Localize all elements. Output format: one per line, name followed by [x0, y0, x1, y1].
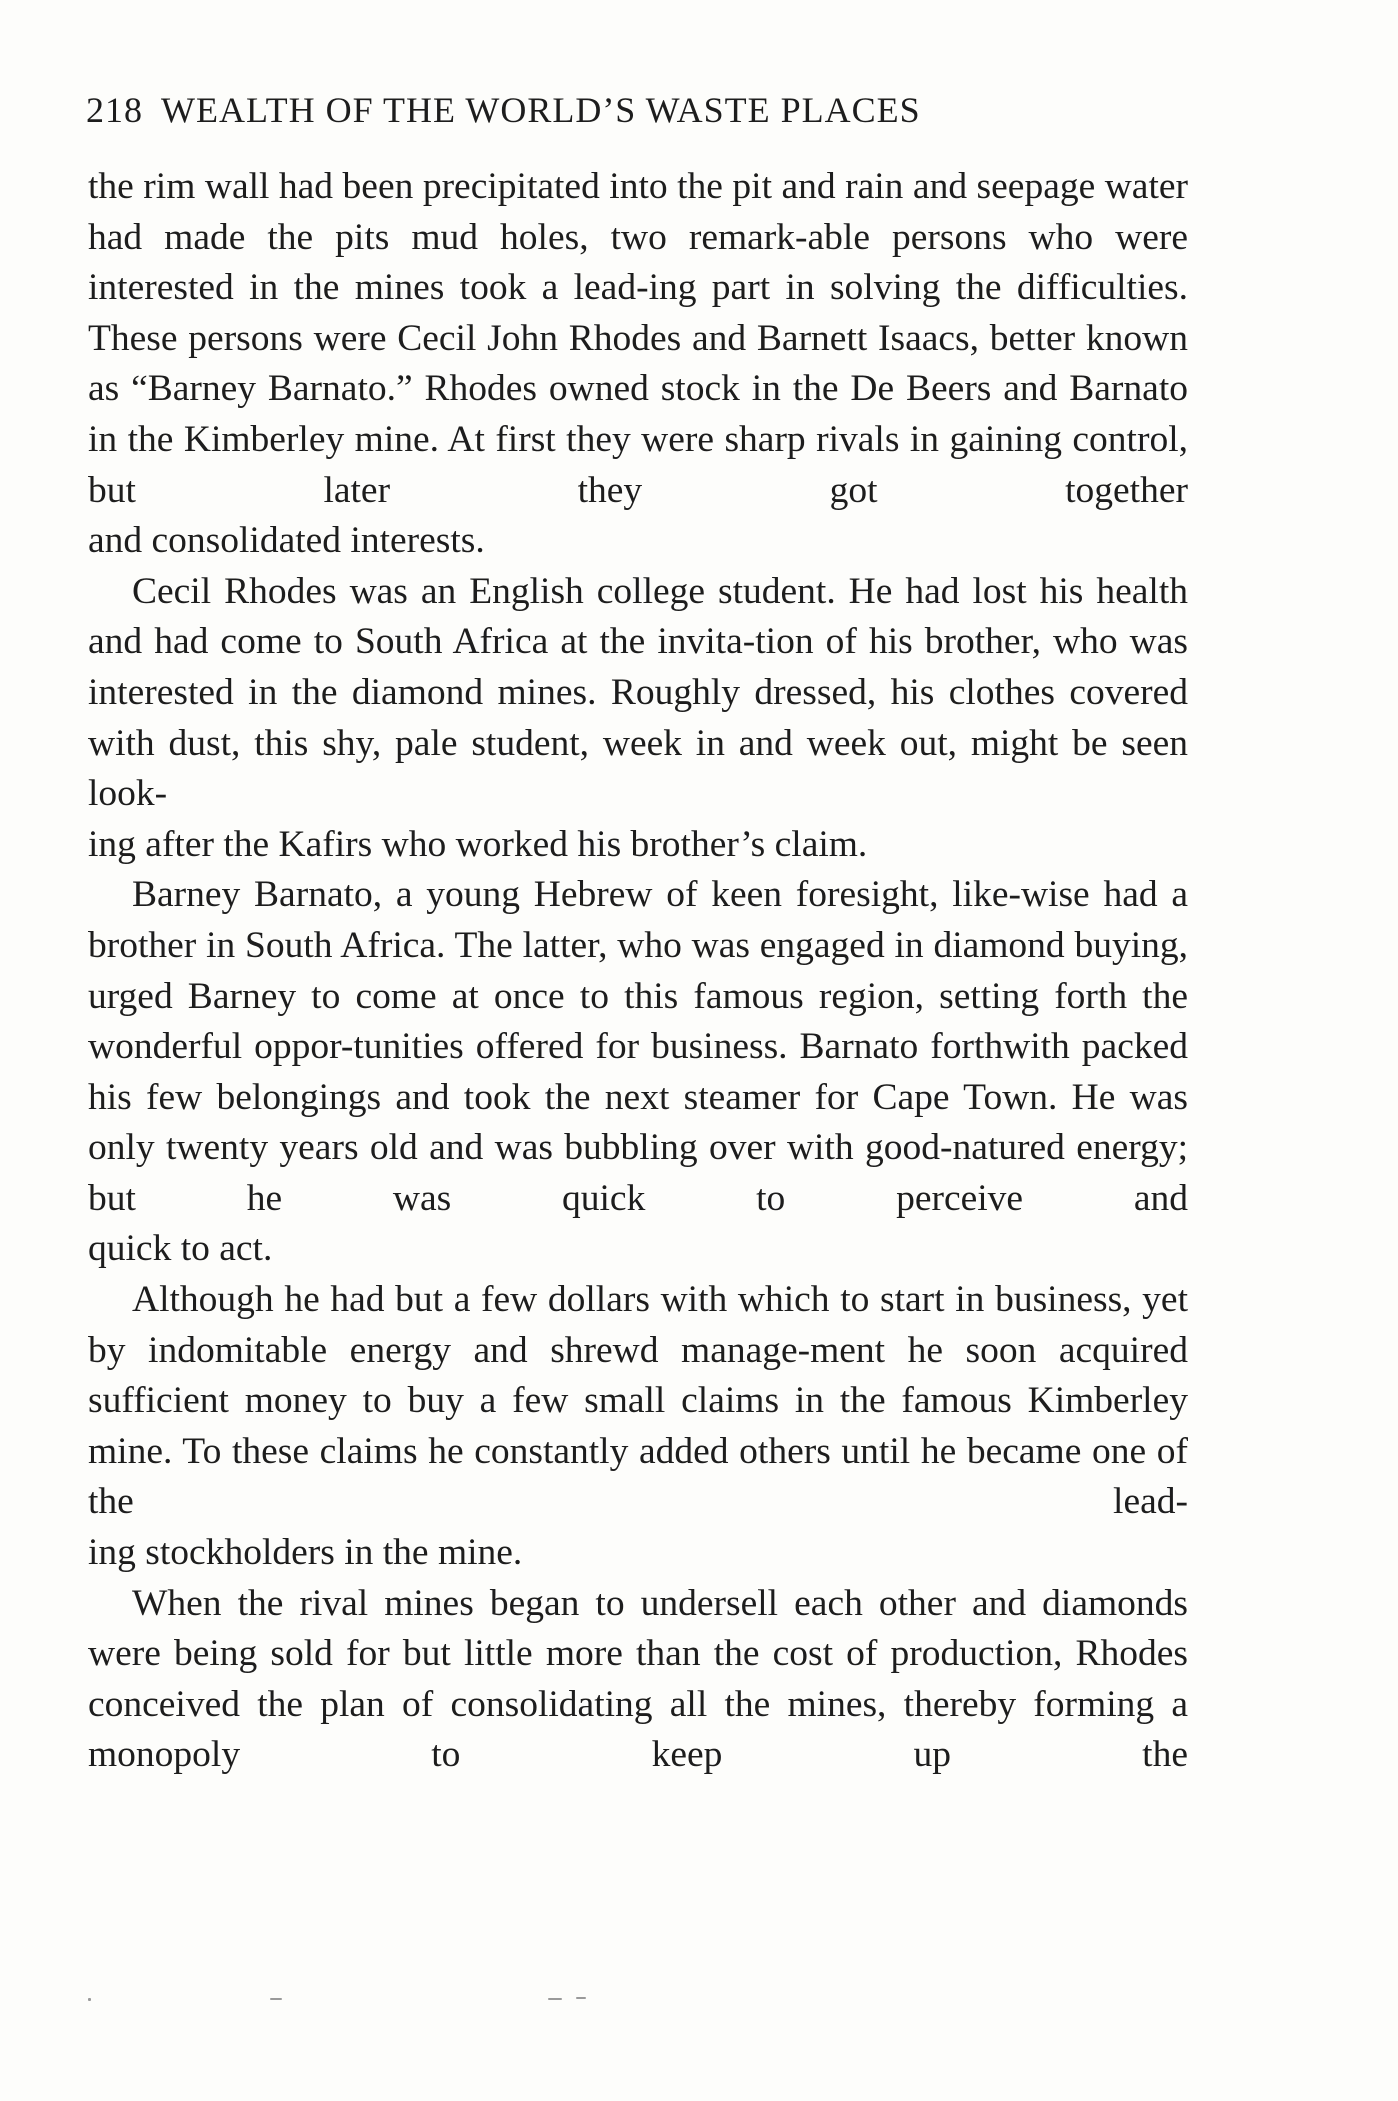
paragraph-2-text: Cecil Rhodes was an English college student. He had lost his health and had come to South Africa at the invita-tion of his brother, who was interested in the diamond mines. Roughly dressed, his clothes covered with dust, this shy, pale student, week in and week out, might be seen look-	[88, 570, 1188, 815]
running-title: WEALTH OF THE WORLD’S WASTE PLACES	[161, 90, 921, 130]
running-header	[86, 88, 1186, 132]
paragraph-5	[88, 1579, 1188, 1781]
print-speck	[270, 1998, 282, 2000]
print-speck	[576, 1997, 586, 1999]
paragraph-1-text: the rim wall had been precipitated into the pit and rain and seepage water had made the pits mud holes, two remark-able persons who were interested in the mines took a lead-ing part in solving the difficulties. These persons were Cecil John Rhodes and Barnett Isaacs, better known as “Barney Barnato.” Rhodes owned stock in the De Beers and Barnato in the Kimberley mine. At first they were sharp rivals in gaining control, but later they got together	[88, 166, 1188, 511]
paragraph-3-last-line: quick to act.	[88, 1228, 273, 1270]
print-speck	[548, 1998, 562, 2000]
paragraph-4-last-line: ing stockholders in the mine.	[88, 1532, 523, 1574]
paragraph-2-last-line: ing after the Kafirs who worked his brother’s claim.	[88, 823, 868, 865]
paragraph-1	[88, 162, 1188, 567]
paragraph-4-text: Although he had but a few dollars with which to start in business, yet by indomitable energy and shrewd manage-ment he soon acquired sufficient money to buy a few small claims in the famous Kimberley mine. To these claims he constantly added others until he became one of the lead-	[88, 1279, 1188, 1523]
page-number: 218	[86, 90, 143, 130]
paragraph-5-text: When the rival mines began to undersell each other and diamonds were being sold for but little more than the cost of production, Rhodes conceived the plan of consolidating all the mines, thereby forming a monopoly to keep up the	[88, 1582, 1188, 1776]
paragraph-3-text: Barney Barnato, a young Hebrew of keen foresight, like-wise had a brother in South Africa. The latter, who was engaged in diamond buying, urged Barney to come at once to this famous region, setting forth the wonderful oppor-tunities offered for business. Barnato forthwith packed his few belongings and took the next steamer for Cape Town. He was only twenty years old and was bubbling over with good-natured energy; but he was quick to perceive and	[88, 874, 1188, 1219]
paragraph-1-last-line: and consolidated interests.	[88, 520, 485, 562]
paragraph-4	[88, 1275, 1188, 1579]
paragraph-3	[88, 870, 1188, 1275]
paragraph-2	[88, 567, 1188, 871]
print-speck	[88, 1998, 91, 2001]
page-body-text	[88, 162, 1188, 1781]
